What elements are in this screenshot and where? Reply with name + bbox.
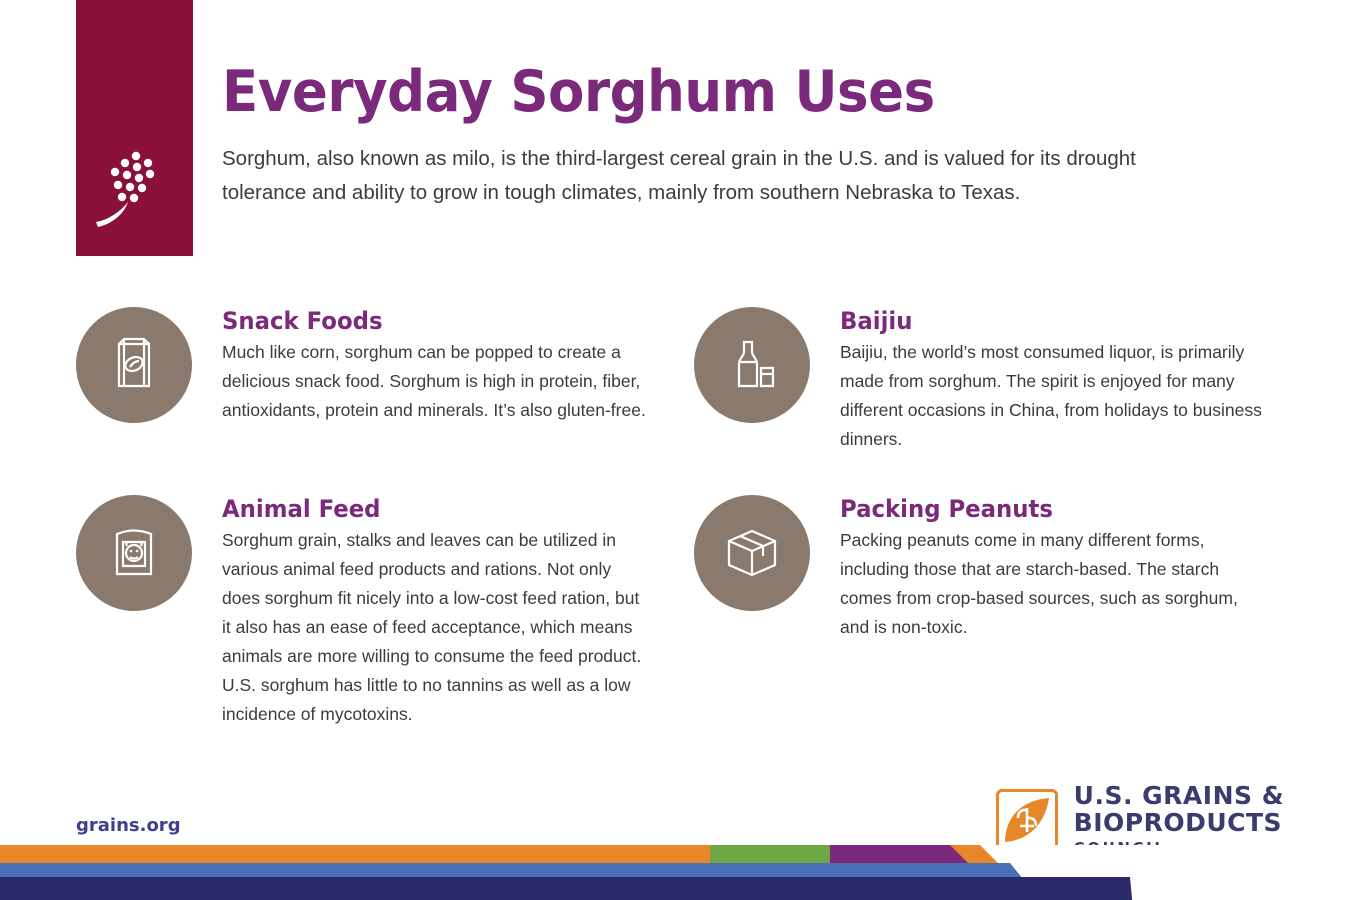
shipping-box-icon: [694, 495, 810, 611]
footer-website-link[interactable]: grains.org: [76, 815, 181, 836]
logo-mark-icon: [996, 789, 1058, 851]
logo-line-2: BIOPRODUCTS: [1073, 808, 1283, 837]
page-title: Everyday Sorghum Uses: [222, 59, 935, 125]
use-item-text: Packing peanuts come in many different forms, including those that are starch-based. The starch comes from crop-based sources, such as sorghum, and is non-toxic.: [840, 530, 1238, 637]
use-item-text: Much like corn, sorghum can be popped to create a delicious snack food. Sorghum is high in protein, fiber, antioxidants, protein and minerals. It’s also gluten-free.: [222, 342, 646, 420]
use-item-text: Baijiu, the world’s most consumed liquor, is primarily made from sorghum. The spirit is enjoyed for many different occasions in China, from holidays to business dinners.: [840, 342, 1262, 449]
use-item-packing-peanuts: [694, 495, 1265, 642]
use-item-baijiu: [694, 307, 1265, 454]
sorghum-grain-icon: [94, 150, 174, 230]
use-item-animal-feed: [76, 495, 652, 729]
liquor-bottle-icon: [694, 307, 810, 423]
decorative-bottom-bars: [0, 845, 1350, 900]
use-item-text: Sorghum grain, stalks and leaves can be utilized in various animal feed products and rations. Not only does sorghum fit nicely into a low-cost feed ration, but it also has an ease of feed acceptance, which means animals are more willing to consume the feed product. U.S. sorghum has little to no tannins as well as a low incidence of mycotoxins.: [222, 530, 642, 724]
brand-banner: [76, 0, 193, 256]
use-item-snack-foods: [76, 307, 652, 425]
use-item-title: Baijiu: [840, 307, 913, 335]
use-item-title: Animal Feed: [222, 495, 381, 523]
use-item-title: Packing Peanuts: [840, 495, 1053, 523]
logo-line-1: U.S. GRAINS &: [1073, 781, 1284, 810]
use-item-title: Snack Foods: [222, 307, 383, 335]
header: [222, 60, 1302, 210]
feed-bag-icon: [76, 495, 192, 611]
intro-paragraph: Sorghum, also known as milo, is the third-largest cereal grain in the U.S. and is valued for its drought tolerance and ability to grow in tough climates, mainly from southern Nebraska to Texas.: [222, 147, 1136, 204]
snack-bag-icon: [76, 307, 192, 423]
grain-monogram-icon: [999, 792, 1055, 848]
